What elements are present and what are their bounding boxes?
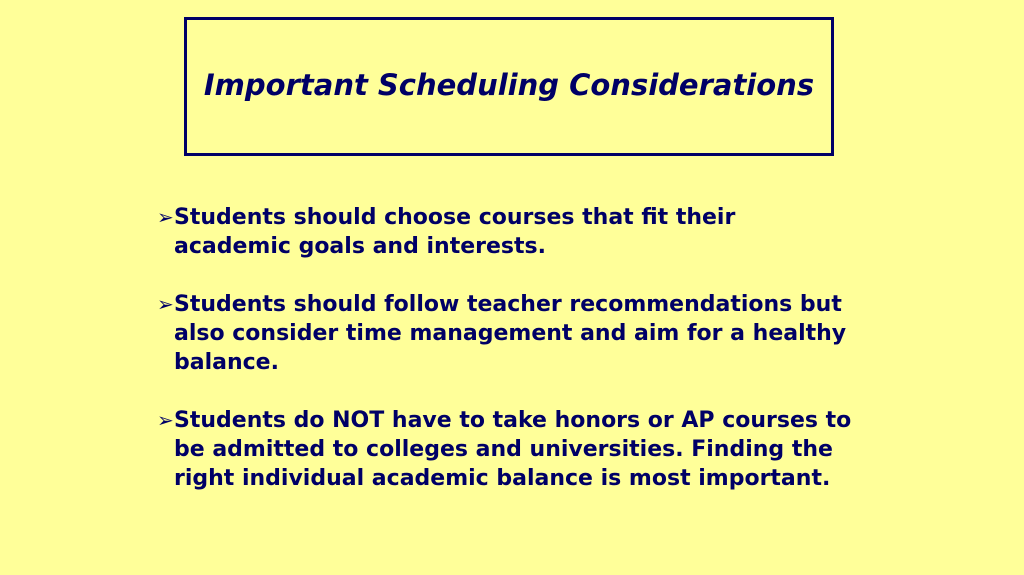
bullet-line: balance. (174, 350, 279, 375)
bullet-line: Students should choose courses that fit their (174, 205, 736, 230)
bullet-line: academic goals and interests. (174, 234, 546, 259)
bullet-list (157, 203, 897, 522)
bullet-item-honors-ap (157, 406, 897, 493)
bullet-line: Students do NOT have to take honors or AP courses to (174, 408, 852, 433)
arrowhead-bullet-icon: ➢ (157, 205, 174, 229)
bullet-line: Students should follow teacher recommendations but (174, 292, 842, 317)
bullet-item-recommendations (157, 290, 897, 377)
arrowhead-bullet-icon: ➢ (157, 408, 174, 432)
bullet-line: also consider time management and aim for a healthy (174, 321, 847, 346)
title-box (184, 17, 834, 156)
slide-title: Important Scheduling Considerations (203, 68, 815, 102)
bullet-item-courses (157, 203, 897, 261)
bullet-line: be admitted to colleges and universities. Finding the (174, 437, 833, 462)
arrowhead-bullet-icon: ➢ (157, 292, 174, 316)
bullet-line: right individual academic balance is most important. (174, 466, 831, 491)
